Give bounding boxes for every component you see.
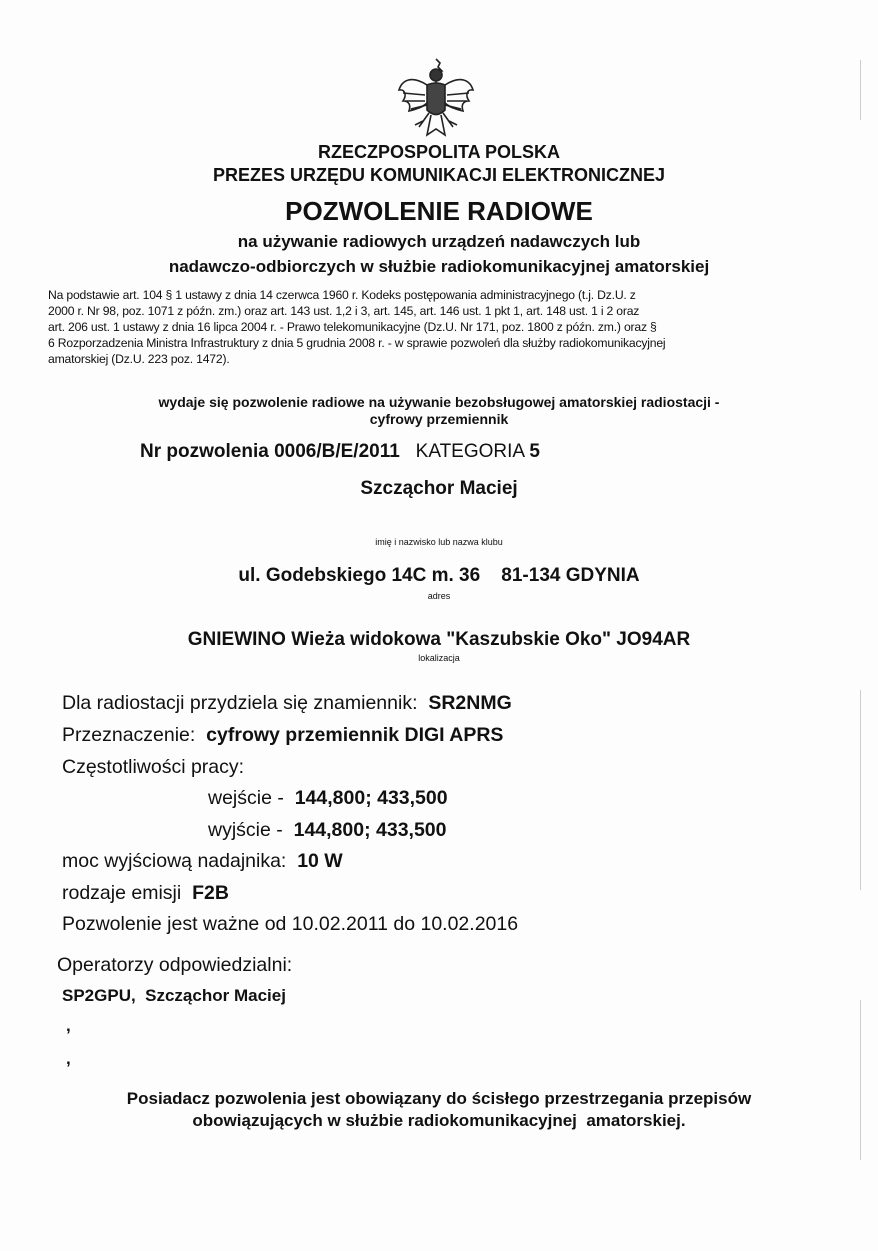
subtitle-line-2: nadawczo-odbiorczych w służbie radiokomunikacyjnej amatorskiej	[168, 257, 710, 276]
holder-caption: imię i nazwisko lub nazwa klubu	[375, 537, 503, 547]
output-label: wyjście -	[208, 819, 283, 841]
category-value: 5	[529, 441, 540, 462]
operator-item: ,	[66, 1049, 71, 1068]
holder-address: ul. Godebskiego 14C m. 36 81-134 GDYNIA	[238, 565, 640, 586]
power-row	[62, 850, 343, 873]
footer-line-1: Posiadacz pozwolenia jest obowiązany do ścisłego przestrzegania przepisów	[126, 1089, 752, 1108]
callsign-row	[62, 692, 512, 715]
permit-number: Nr pozwolenia 0006/B/E/2011	[140, 441, 400, 462]
subtitle-line-1: na używanie radiowych urządzeń nadawczych lub	[237, 232, 641, 251]
emission-row	[62, 882, 229, 905]
document-title: POZWOLENIE RADIOWE	[285, 196, 593, 226]
address-caption: adres	[427, 591, 451, 601]
output-value: 144,800; 433,500	[293, 819, 447, 841]
emission-label: rodzaje emisji	[62, 882, 182, 904]
input-label: wejście -	[208, 787, 284, 809]
scan-edge-line	[860, 690, 861, 890]
power-value: 10 W	[297, 850, 343, 872]
legal-basis-line: amatorskiej (Dz.U. 223 poz. 1472).	[48, 352, 230, 366]
polish-eagle-emblem	[397, 55, 475, 140]
country-name: RZECZPOSPOLITA POLSKA	[317, 142, 560, 162]
operators-label: Operatorzy odpowiedzialni:	[57, 954, 293, 976]
issuance-line-2: cyfrowy przemiennik	[369, 411, 509, 427]
scan-edge-line	[860, 1000, 861, 1160]
input-frequency-row	[208, 787, 448, 810]
legal-basis-line: Na podstawie art. 104 § 1 ustawy z dnia 14 czerwca 1960 r. Kodeks postępowania administracyjnego (t.j. Dz.U. z	[48, 288, 636, 302]
purpose-value: cyfrowy przemiennik DIGI APRS	[206, 724, 504, 746]
frequency-label: Częstotliwości pracy:	[62, 756, 245, 778]
legal-basis-line: 6 Rozporzadzenia Ministra Infrastruktury z dnia 5 grudnia 2008 r. - w sprawie pozwoleń dla służby radiokomunikacyjnej	[48, 336, 666, 350]
callsign-label: Dla radiostacji przydziela się znamiennik:	[62, 692, 418, 714]
validity-text: Pozwolenie jest ważne od 10.02.2011 do 10.02.2016	[62, 913, 519, 935]
station-location: GNIEWINO Wieża widokowa "Kaszubskie Oko" JO94AR	[187, 629, 691, 650]
location-caption: lokalizacja	[418, 653, 460, 663]
category-label: KATEGORIA	[415, 441, 525, 462]
purpose-row	[62, 724, 503, 747]
permit-number-line	[140, 441, 540, 463]
operator-item: SP2GPU, Szcząchor Maciej	[62, 986, 286, 1005]
legal-basis-line: art. 206 ust. 1 ustawy z dnia 16 lipca 2004 r. - Prawo telekomunikacyjne (Dz.U. Nr 171, poz. 1800 z późn. zm.) oraz §	[48, 320, 657, 334]
holder-name: Szcząchor Maciej	[360, 478, 518, 499]
legal-basis-line: 2000 r. Nr 98, poz. 1071 z późn. zm.) oraz art. 143 ust. 1,2 i 3, art. 145, art. 146 ust. 1 pkt 1, art. 148 ust. 1 i 2 oraz	[48, 304, 640, 318]
legal-basis-paragraph	[48, 287, 665, 367]
input-value: 144,800; 433,500	[294, 787, 448, 809]
purpose-label: Przeznaczenie:	[62, 724, 196, 746]
authority-name: PREZES URZĘDU KOMUNIKACJI ELEKTRONICZNEJ	[212, 165, 666, 185]
emission-value: F2B	[192, 882, 229, 904]
issuance-line-1: wydaje się pozwolenie radiowe na używanie bezobsługowej amatorskiej radiostacji -	[158, 394, 720, 410]
callsign-value: SR2NMG	[428, 692, 512, 714]
output-frequency-row	[208, 819, 447, 842]
footer-line-2: obowiązujących w służbie radiokomunikacyjnej amatorskiej.	[192, 1111, 686, 1130]
operator-item: ,	[66, 1016, 71, 1035]
scan-edge-line	[860, 60, 861, 120]
power-label: moc wyjściową nadajnika:	[62, 850, 287, 872]
